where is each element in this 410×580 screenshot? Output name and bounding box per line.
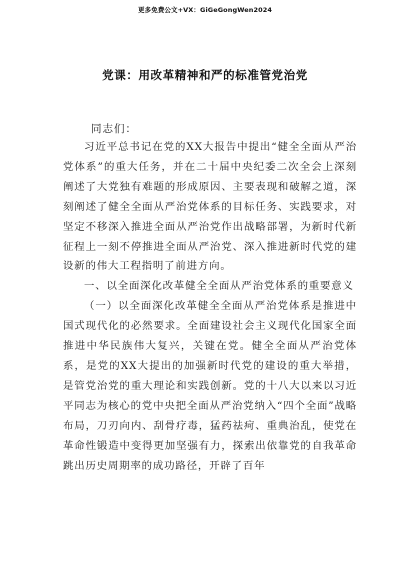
section-heading: 一、以全面深化改革健全全面从严治党体系的重要意义	[84, 280, 354, 293]
body-paragraph: （一）以全面深化改革健全全面从严治党体系是推进中国式现代化的必然要求。全面建设社会主义现代化国家全面推进中华民族伟大复兴，关键在党。健全全面从严治党体系，是党的XX大提出的加强新时代党的建设的重大举措，是管党治党的重大理论和实践创新。党的十八大以来以习近平同志为核心的党中央把全面从严治党纳入“四个全面”战略布局，刀刃向内、刮骨疗毒，猛药祛疴、重典治乱，使党在革命性锻造中变得更加坚强有力，探索出依靠党的自我革命跳出历史周期率的成功路径，开辟了百年	[63, 300, 357, 472]
salutation: 同志们：	[91, 123, 137, 135]
header-note: 更多免费公文+VX：GiGeGongWen2024	[138, 6, 272, 14]
document-title: 党课：用改革精神和严的标准管党治党	[102, 68, 308, 82]
body-paragraph: 习近平总书记在党的XX大报告中提出“健全全面从严治党体系”的重大任务，并在二十届中央纪委二次全会上深刻阐述了大党独有难题的形成原因、主要表现和破解之道，深刻阐述了健全全面从严治党体系的目标任务、实践要求，对坚定不移深入推进全面从严治党作出战略部署，为新时代新征程上一刻不停推进全面从严治党、深入推进新时代党的建设新的伟大工程指明了前进方向。	[63, 141, 357, 273]
document-body	[63, 138, 357, 476]
